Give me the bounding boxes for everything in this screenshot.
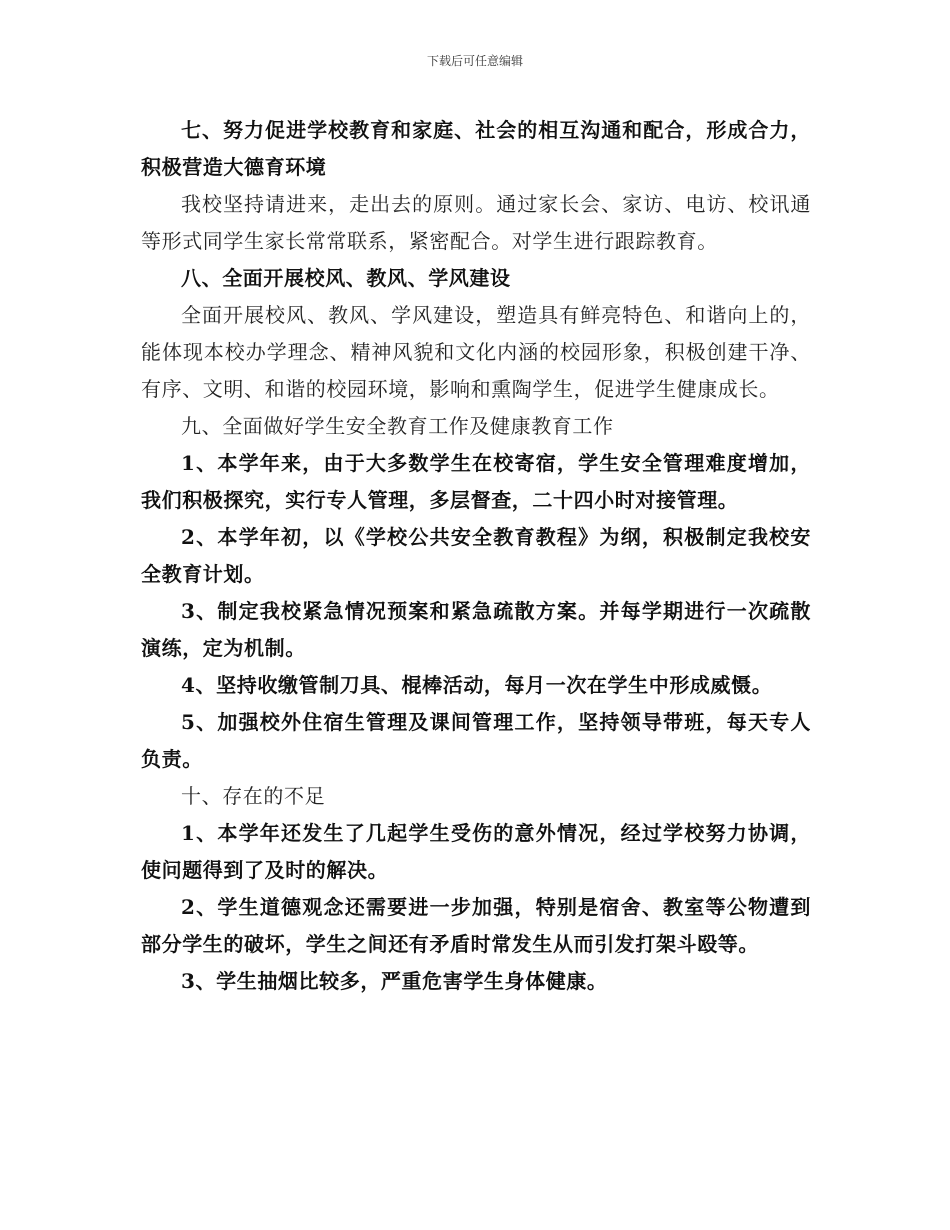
body-paragraph: 全面开展校风、教风、学风建设，塑造具有鲜亮特色、和谐向上的，能体现本校办学理念、精神风貌和文化内涵的校园形象，积极创建干净、有序、文明、和谐的校园环境，影响和熏陶学生，促进学生健康成长。: [141, 303, 811, 401]
list-item: 1、本学年还发生了几起学生受伤的意外情况，经过学校努力协调，使问题得到了及时的解决。: [141, 821, 811, 882]
section-heading-8: 八、全面开展校风、教风、学风建设: [181, 266, 511, 290]
body-paragraph: 我校坚持请进来，走出去的原则。通过家长会、家访、电访、校讯通等形式同学生家长常常联系，紧密配合。对学生进行跟踪教育。: [141, 192, 811, 253]
list-item: 5、加强校外住宿生管理及课间管理工作，坚持领导带班，每天专人负责。: [141, 710, 811, 771]
list-item: 2、学生道德观念还需要进一步加强，特别是宿舍、教室等公物遭到部分学生的破坏，学生之间还有矛盾时常发生从而引发打架斗殴等。: [141, 895, 811, 956]
page-header: 下载后可任意编辑: [426, 54, 523, 68]
section-heading-7: 七、努力促进学校教育和家庭、社会的相互沟通和配合，形成合力，积极营造大德育环境: [141, 118, 811, 179]
list-item: 4、坚持收缴管制刀具、棍棒活动，每月一次在学生中形成威慑。: [181, 673, 773, 697]
section-heading-9: 九、全面做好学生安全教育工作及健康教育工作: [181, 414, 614, 438]
list-item: 3、制定我校紧急情况预案和紧急疏散方案。并每学期进行一次疏散演练，定为机制。: [141, 599, 811, 660]
list-item: 3、学生抽烟比较多，严重危害学生身体健康。: [181, 969, 608, 993]
list-item: 2、本学年初，以《学校公共安全教育教程》为纲，积极制定我校安全教育计划。: [141, 525, 811, 586]
section-heading-10: 十、存在的不足: [181, 784, 326, 808]
document-body: [141, 112, 811, 1000]
list-item: 1、本学年来，由于大多数学生在校寄宿，学生安全管理难度增加，我们积极探究，实行专人管理，多层督查，二十四小时对接管理。: [141, 451, 811, 512]
